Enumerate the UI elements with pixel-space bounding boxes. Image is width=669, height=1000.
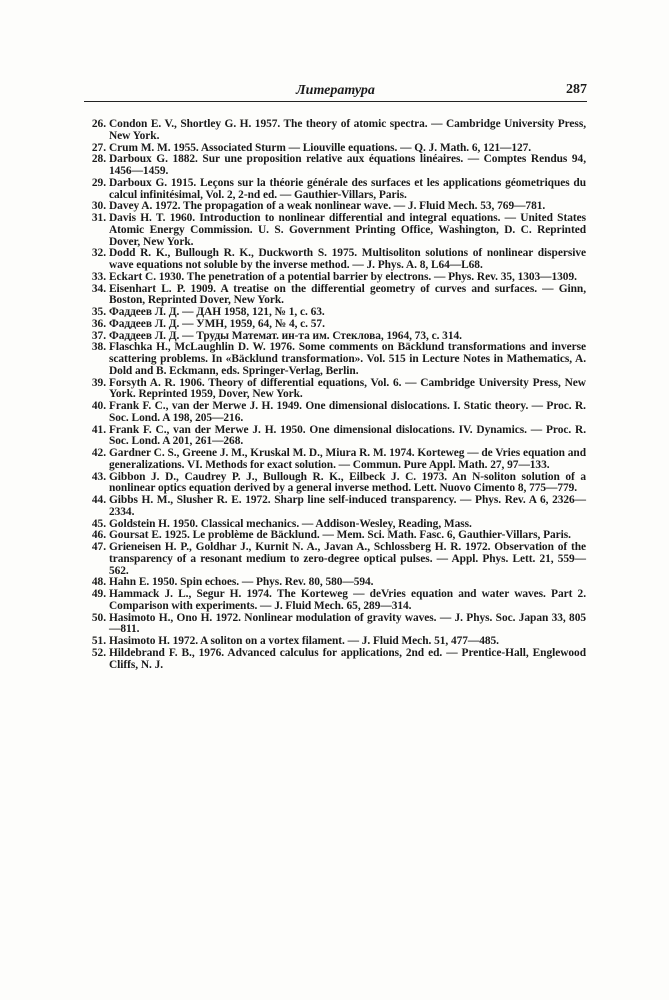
reference-text: Фаддеев Л. Д. — ДАН 1958, 121, № 1, с. 63. [109,306,325,318]
reference-text: Goldstein H. 1950. Classical mechanics. — Addison-Wesley, Reading, Mass. [109,517,472,530]
header-rule [84,101,587,102]
reference-number: 38. [91,341,106,354]
reference-number: 35. [91,306,106,318]
reference-entry [86,154,586,178]
reference-number: 27. [91,141,106,154]
reference-number: 45. [91,517,106,530]
running-title: Литература [296,83,375,98]
page-number: 287 [566,82,587,97]
reference-number: 49. [91,588,106,600]
reference-text: Darboux G. 1915. Leçons sur la théorie générale des surfaces et les applications géometriques du calcul infinitésimal, Vol. 2, 2-nd ed. — Gauthier-Villars, Paris. [109,176,586,201]
reference-entry [86,648,586,672]
reference-text: Davey A. 1972. The propagation of a weak nonlinear wave. — J. Fluid Mech. 53, 769—781. [109,200,546,213]
reference-entry [86,425,586,449]
reference-entry [86,178,586,202]
reference-text: Hahn E. 1950. Spin echoes. — Phys. Rev. 80, 580—594. [109,576,374,589]
reference-text: Hammack J. L., Segur H. 1974. The Korteweg — deVries equation and water waves. Part 2. Comparison with experiments. — J. Fluid Mech. 65, 289—314. [109,588,586,612]
reference-list [86,119,586,671]
reference-text: Grieneisen H. P., Goldhar J., Kurnit N. A., Javan A., Schlossberg H. R. 1972. Observation of the transparency of a resonant medium to zero-degree optical pulses. — Appl. Phys. Lett. 21, 559—562. [109,541,586,577]
reference-number: 43. [91,470,106,483]
reference-number: 28. [91,153,106,166]
reference-text: Eisenhart L. P. 1909. A treatise on the differential geometry of curves and surfaces. — Ginn, Boston, Reprinted Dover, New York. [109,282,586,307]
reference-number: 31. [91,212,106,224]
reference-entry [86,495,586,519]
reference-text: Фаддеев Л. Д. — Труды Математ. ин-та им. Стеклова, 1964, 73, с. 314. [109,329,462,342]
reference-number: 29. [91,176,106,189]
reference-text: Goursat E. 1925. Le problème de Bäcklund. — Mem. Sci. Math. Fasc. 6, Gauthier-Villars, Paris. [109,529,571,542]
reference-text: Hasimoto H., Ono H. 1972. Nonlinear modulation of gravity waves. — J. Phys. Soc. Japan 33, 805—811. [109,611,586,636]
reference-text: Davis H. T. 1960. Introduction to nonlinear differential and integral equations. — United States Atomic Energy Commission. U. S. Government Printing Office, Washington, D. C. Reprinted Dover, New York. [109,212,586,248]
reference-number: 44. [91,494,106,506]
reference-text: Crum M. M. 1955. Associated Sturm — Liouville equations. — Q. J. Math. 6, 121—127. [109,141,532,154]
reference-number: 50. [91,611,106,624]
reference-number: 52. [91,646,106,659]
reference-entry [86,401,586,425]
reference-text: Gardner C. S., Greene J. M., Kruskal M. D., Miura R. M. 1974. Korteweg — de Vries equation and generalizations. VI. Methods for exact solution. — Commun. Pure Appl. Math. 27, 97—133. [109,447,586,471]
reference-number: 48. [91,576,106,589]
reference-text: Gibbon J. D., Caudrey P. J., Bullough R. K., Eilbeck J. C. 1973. An N-soliton solution of a nonlinear optics equation derived by a general inverse method. Lett. Nuovo Cimento 8, 775—779. [109,470,586,495]
reference-entry [86,342,586,377]
reference-number: 42. [91,447,106,459]
reference-number: 30. [91,200,106,213]
reference-entry [86,378,586,402]
reference-text: Hasimoto H. 1972. A soliton on a vortex filament. — J. Fluid Mech. 51, 477—485. [109,635,499,647]
reference-number: 37. [91,329,106,342]
reference-number: 34. [91,282,106,295]
reference-entry [86,542,586,577]
reference-text: Gibbs H. M., Slusher R. E. 1972. Sharp line self-induced transparency. — Phys. Rev. A 6, 2326—2334. [109,494,586,518]
reference-number: 26. [91,118,106,130]
reference-entry [86,448,586,472]
reference-text: Condon E. V., Shortley G. H. 1957. The theory of atomic spectra. — Cambridge University Press, New York. [109,118,586,142]
reference-entry [86,284,586,308]
reference-text: Фаддеев Л. Д. — УМН, 1959, 64, № 4, с. 57. [109,317,325,330]
reference-text: Flaschka H., McLaughlin D. W. 1976. Some comments on Bäcklund transformations and inverse scattering problems. In «Bäcklund transformation». Vol. 515 in Lecture Notes in Mathematics, A. Dold and B. Eckmann, eds. Springer-Verlag, Berlin. [109,341,586,377]
reference-entry [86,589,586,613]
reference-number: 32. [91,247,106,260]
reference-entry [86,119,586,143]
reference-entry [86,472,586,496]
reference-entry [86,613,586,637]
reference-text: Dodd R. K., Bullough R. K., Duckworth S. 1975. Multisoliton solutions of nonlinear dispersive wave equations not soluble by the inverse method. — J. Phys. A. 8, L64—L68. [109,247,586,271]
reference-number: 39. [91,376,106,389]
reference-number: 46. [91,529,106,542]
reference-text: Darboux G. 1882. Sur une proposition relative aux équations linéaires. — Comptes Rendus 94, 1456—1459. [109,153,586,177]
reference-text: Frank F. C., van der Merwe J. H. 1949. One dimensional dislocations. I. Static theory. — Proc. R. Soc. Lond. A 198, 205—216. [109,400,586,424]
reference-number: 47. [91,541,106,553]
reference-entry [86,213,586,248]
reference-number: 51. [91,635,106,647]
reference-number: 41. [91,423,106,436]
running-header [84,80,587,104]
reference-number: 33. [91,270,106,283]
reference-entry [86,248,586,272]
reference-text: Frank F. C., van der Merwe J. H. 1950. One dimensional dislocations. IV. Dynamics. — Proc. R. Soc. Lond. A 201, 261—268. [109,423,586,448]
reference-text: Eckart C. 1930. The penetration of a potential barrier by electrons. — Phys. Rev. 35, 1303—1309. [109,270,577,283]
reference-text: Hildebrand F. B., 1976. Advanced calculus for applications, 2nd ed. — Prentice-Hall, Englewood Cliffs, N. J. [109,646,586,671]
reference-number: 40. [91,400,106,412]
reference-number: 36. [91,317,106,330]
reference-text: Forsyth A. R. 1906. Theory of differential equations, Vol. 6. — Cambridge University Press, New York. Reprinted 1959, Dover, New York. [109,376,586,401]
